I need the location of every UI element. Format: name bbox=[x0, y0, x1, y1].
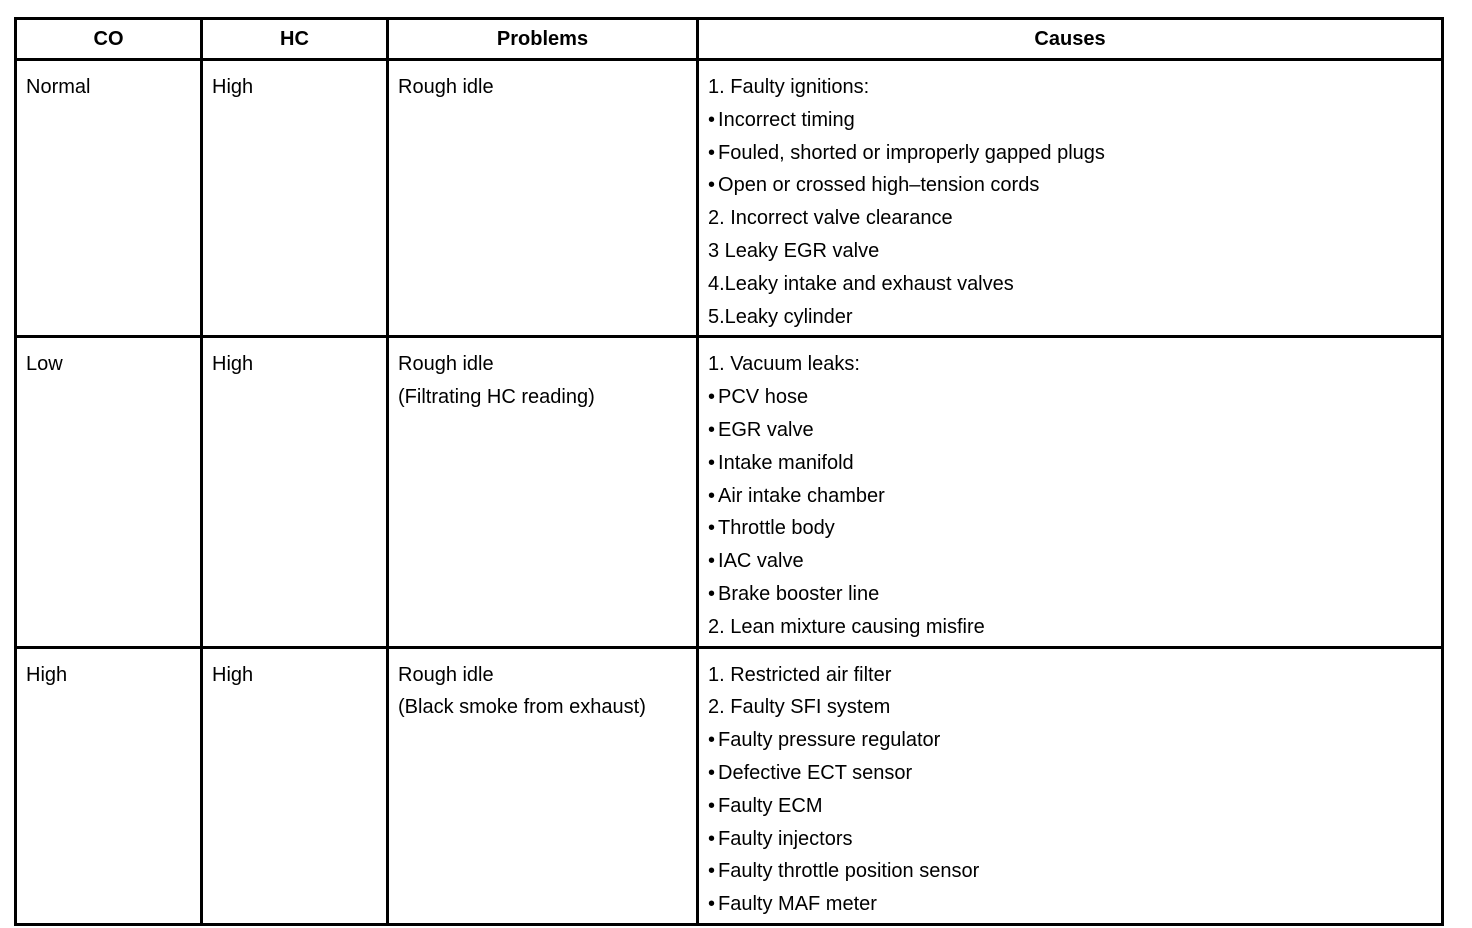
cause-item: 5.Leaky cylinder bbox=[708, 305, 853, 328]
problem-text: Rough idle bbox=[398, 353, 494, 376]
cause-item: 1. Restricted air filter bbox=[708, 663, 892, 686]
problem-note: (Filtrating HC reading) bbox=[398, 386, 595, 409]
cell-causes bbox=[698, 337, 1443, 647]
cell-co: Low bbox=[16, 337, 202, 647]
cell-hc: High bbox=[202, 60, 388, 337]
cell-problems bbox=[388, 647, 698, 924]
cause-item: 2. Faulty SFI system bbox=[708, 696, 891, 719]
header-co: CO bbox=[16, 19, 202, 60]
cause-item: 1. Faulty ignitions: bbox=[708, 76, 870, 98]
cause-bullet-item: • Fouled, shorted or improperly gapped plugs bbox=[708, 137, 1432, 170]
cause-bullet-item: • Faulty MAF meter bbox=[708, 888, 1432, 921]
cause-bullet-item: • Faulty pressure regulator bbox=[708, 724, 1432, 757]
problem-text: Rough idle bbox=[398, 76, 494, 98]
header-hc: HC bbox=[202, 19, 388, 60]
problem-note: (Black smoke from exhaust) bbox=[398, 696, 646, 719]
cause-bullet-item: • Incorrect timing bbox=[708, 104, 1432, 137]
cause-bullet-item: • Faulty injectors bbox=[708, 823, 1432, 856]
cause-bullet-item: • Defective ECT sensor bbox=[708, 757, 1432, 790]
cause-item: 2. Incorrect valve clearance bbox=[708, 207, 953, 230]
header-problems: Problems bbox=[388, 19, 698, 60]
cell-hc: High bbox=[202, 337, 388, 647]
cause-bullet-item: • EGR valve bbox=[708, 414, 1432, 447]
cause-item: 1. Vacuum leaks: bbox=[708, 353, 860, 376]
cause-bullet-item: • Brake booster line bbox=[708, 578, 1432, 611]
cause-bullet-item: • Intake manifold bbox=[708, 447, 1432, 480]
cell-hc: High bbox=[202, 647, 388, 924]
header-causes: Causes bbox=[698, 19, 1443, 60]
cause-bullet-item: • Throttle body bbox=[708, 512, 1432, 545]
cell-problems bbox=[388, 60, 698, 337]
problem-text: Rough idle bbox=[398, 663, 494, 686]
cause-bullet-item: • Air intake chamber bbox=[708, 480, 1432, 513]
table-row bbox=[16, 647, 1443, 924]
cause-item: 4.Leaky intake and exhaust valves bbox=[708, 272, 1014, 295]
cause-item: 3 Leaky EGR valve bbox=[708, 239, 880, 262]
cell-problems bbox=[388, 337, 698, 647]
cell-co: High bbox=[16, 647, 202, 924]
table-header-row bbox=[16, 19, 1443, 60]
cause-bullet-item: • Open or crossed high–tension cords bbox=[708, 169, 1432, 202]
cause-item: 2. Lean mixture causing misfire bbox=[708, 615, 985, 638]
table-row bbox=[16, 337, 1443, 647]
cause-bullet-item: • PCV hose bbox=[708, 381, 1432, 414]
cell-causes bbox=[698, 647, 1443, 924]
cause-bullet-item: • IAC valve bbox=[708, 545, 1432, 578]
cell-co: Normal bbox=[16, 60, 202, 337]
diagnosis-table bbox=[14, 17, 1444, 926]
cell-causes bbox=[698, 60, 1443, 337]
cause-bullet-item: • Faulty throttle position sensor bbox=[708, 855, 1432, 888]
cause-bullet-item: • Faulty ECM bbox=[708, 790, 1432, 823]
table-row bbox=[16, 60, 1443, 337]
